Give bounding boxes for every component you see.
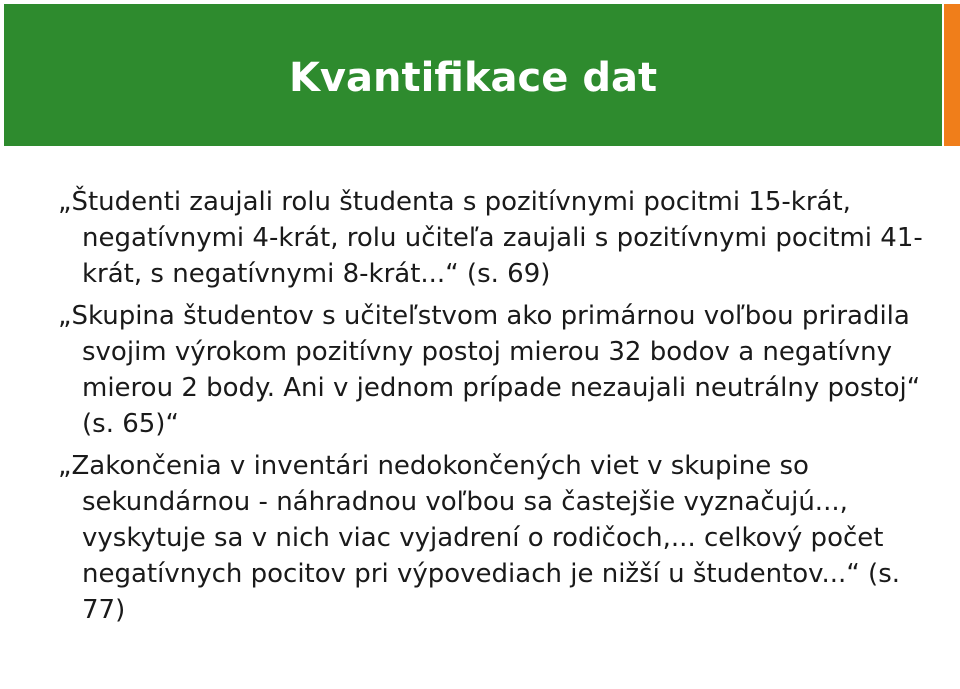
title-bar xyxy=(4,4,942,146)
slide-title: Kvantifikace dat xyxy=(288,55,658,101)
quote-paragraph-3: „Zakončenia v inventári nedokončených viet v skupine so sekundárnou - náhradnou voľbou sa častejšie vyznačujú..., vyskytuje sa v nich viac vyjadrení o rodičoch,... celkový počet negatívnych pocitov pri výpovediach je nižší u študentov...“ (s. 77) xyxy=(58,451,901,625)
accent-bar xyxy=(944,4,960,146)
quote-paragraph-1: „Študenti zaujali rolu študenta s pozitívnymi pocitmi 15-krát, negatívnymi 4-krát, rolu učiteľa zaujali s pozitívnymi pocitmi 41-krát, s negatívnymi 8-krát...“ (s. 69) xyxy=(58,187,923,289)
slide-body xyxy=(44,184,924,634)
quote-paragraph-2: „Skupina študentov s učiteľstvom ako primárnou voľbou priradila svojim výrokom pozitívny postoj mierou 32 bodov a negatívny mierou 2 body. Ani v jednom prípade nezaujali neutrálny postoj“ (s. 65)“ xyxy=(58,301,921,439)
